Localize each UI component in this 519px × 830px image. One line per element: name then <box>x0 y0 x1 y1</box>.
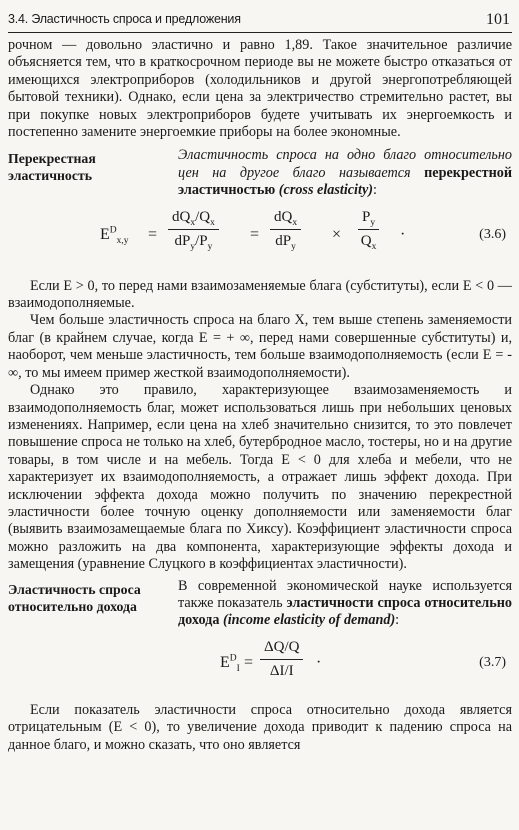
term-income-elasticity-en: (income elasticity of demand) <box>222 612 396 629</box>
formula-3-7 <box>8 638 512 692</box>
page-header <box>8 0 512 33</box>
fraction-2: $dQ_x$ $dP_y$ <box>270 208 301 251</box>
term-cross-elasticity-en: (cross elasticity) <box>278 182 373 199</box>
book-page <box>8 0 512 754</box>
fraction-3: $\frac{P_y}{Q_x}$ <box>358 208 379 251</box>
paragraph-rule: Однако это правило, характеризующее взаимозаменяемость и взаимодополняемость благ, может использоваться лишь при небольших ценовых изменениях. Например, если цена на хлеб значительно снизится, то это повлечет повышение спроса не только на хлеб, бутербродное масло, тостеры, но и на другие товары, в том числе и на мебель. Тогда E < 0 для хлеба и мебели, что не характеризует их взаимодополняемость, а отражает лишь эффект дохода. При исключении эффекта дохода можно получить по значению перекрестной эластичности более точную оценку дополняемости или заменяемости благ (выявить взаимозамещаемые блага по Хиксу). Коэффициент эластичности спроса можно разложить на два компонента, характеризующие эффекты дохода и замещения (уравнение Слуцкого в коэффициентах эластичности). <box>8 382 512 573</box>
equals-sign: = <box>148 225 158 243</box>
formula-dot: · <box>400 225 406 243</box>
cross-elasticity-block <box>8 147 512 199</box>
definition-text: Эластичность спроса на одно благо относительно цен на другое благо называется <box>178 147 512 181</box>
formula-3-7-dot: · <box>316 653 322 671</box>
income-intro-text: В современной экономической науке используется также показатель <box>178 577 512 611</box>
formula-3-7-lhs: $E^D_I$ <box>220 653 240 674</box>
formula-3-7-equals: = <box>244 653 254 671</box>
paragraph-substitutes: Если E > 0, то перед нами взаимозаменяемые блага (субституты), если E < 0 — взаимодополняемые. <box>8 277 512 312</box>
running-head: 3.4. Эластичность спроса и предложения <box>8 11 241 26</box>
margin-heading-cross-elasticity: Перекрестная эластичность <box>8 151 96 184</box>
times-sign: × <box>332 225 342 243</box>
term-cross-elasticity: перекрестной эластичностью <box>178 164 513 199</box>
colon: : <box>395 612 400 629</box>
equals-sign-2: = <box>250 225 260 243</box>
fraction-1: $dQ_x/Q_x$ $dP_y/P_y$ <box>168 208 219 251</box>
income-elasticity-definition <box>178 578 512 630</box>
paragraph-negative-income: Если показатель эластичности спроса относительно дохода является отрицательным (E < 0), то увеличение дохода приводит к падению спроса на данное благо, и можно сказать, что оно является <box>8 701 512 753</box>
colon: : <box>372 182 377 199</box>
equation-number-3-7: (3.7) <box>479 654 506 670</box>
equation-number-3-6: (3.6) <box>479 226 506 242</box>
margin-heading-income-elasticity: Эластичность спроса относительно дохода <box>8 581 141 614</box>
paragraph-electricity: рочном — довольно эластично и равно 1,89. Такое значительное различие объясняется тем, что в краткосрочном периоде вы не можете быстро отказаться от имеющихся электроприборов (холодильников и другой энергопотребляющей бытовой техники). Однако, если цена за электричество стремительно растет, вы при покупке новых электроприборов будете учитывать их энергоемкость и постепенно замените энергоемкие приборы на более экономные. <box>8 37 512 141</box>
income-elasticity-block <box>8 578 512 630</box>
formula-lhs: $E^D_{x,y}$ <box>100 225 129 246</box>
formula-3-6 <box>8 208 512 272</box>
paragraph-degree: Чем больше эластичность спроса на благо X, тем выше степень заменяемости благ (в крайнем случае, когда E = + ∞, перед нами совершенные субституты) и, наоборот, чем меньше эластичность, тем больше взаимодополняемость (если E = - ∞, то мы имеем пример жесткой взаимодополняемости). <box>8 312 512 381</box>
formula-3-7-fraction: $\frac{\Delta Q/Q}{\Delta I/I}$ <box>260 638 303 681</box>
cross-elasticity-definition <box>178 147 512 199</box>
page-number: 101 <box>486 10 510 28</box>
term-income-elasticity: эластичности спроса относительно дохода <box>178 594 512 629</box>
